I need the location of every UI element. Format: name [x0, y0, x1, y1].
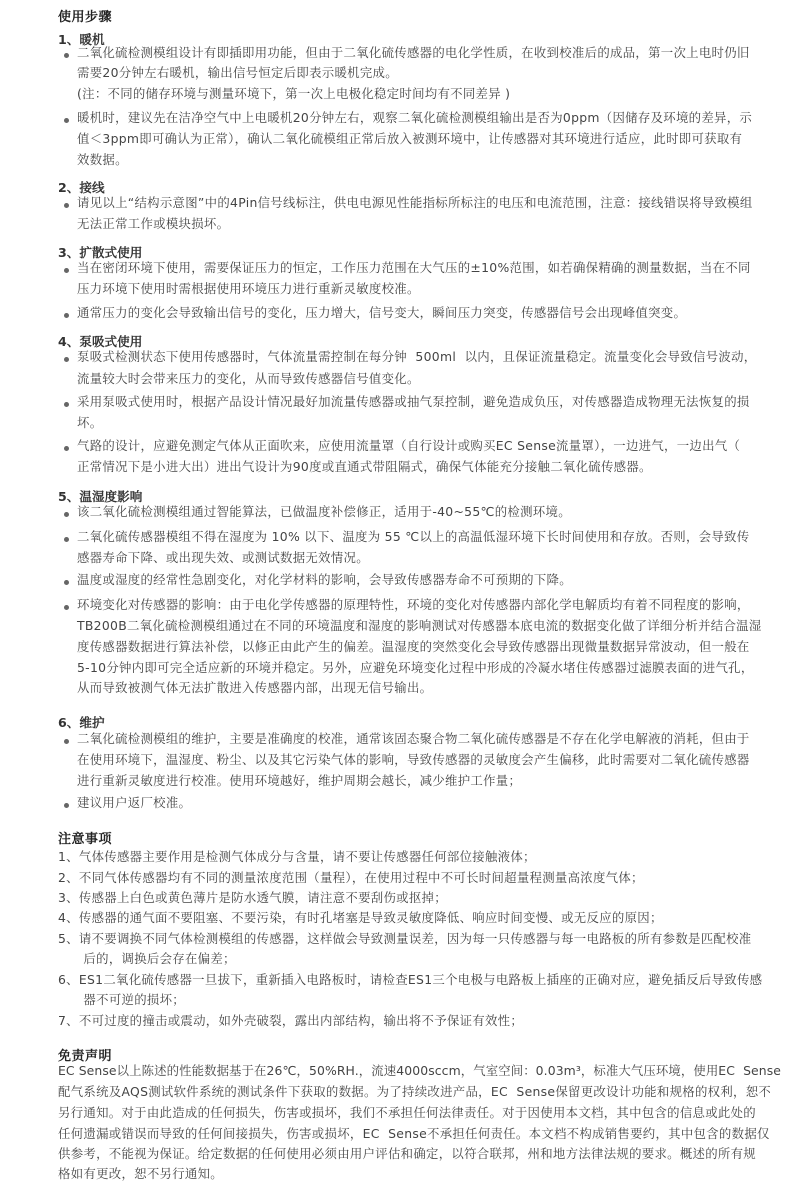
disclaimer-line: 任何遗漏或错误而导致的任何间接损失，伤害或损坏，EC Sense不承担任何责任。本文档不构成销售要约，其中包含的数据仅 — [58, 1126, 770, 1141]
text-line: 进行重新灵敏度进行校准。使用环境越好，维护周期会越长，减少维护工作量； — [77, 773, 522, 788]
note-line: 6、ES1二氧化硫传感器一旦拔下，重新插入电路板时，请检查ES1三个电极与电路板上插座的正确对应，避免插反后导致传感 — [58, 972, 763, 987]
section-heading-diffusion: 3、扩散式使用 — [58, 245, 143, 260]
text-line: TB200B二氧化硫检测模组通过在不同的环境温度和湿度的影响测试对传感器本底电流的数据变化做了详细分析并结合温湿 — [77, 618, 762, 633]
text-line: 温度或湿度的经常性急剧变化，对化学材料的影响，会导致传感器寿命不可预期的下降。 — [77, 572, 572, 587]
note-line: 4、传感器的通气面不要阻塞、不要污染，有时孔堵塞是导致灵敏度降低、响应时间变慢、或无反应的原因； — [58, 910, 663, 925]
text-line: 二氧化硫检测模组的维护，主要是准确度的校准，通常该固态聚合物二氧化硫传感器是不存在化学电解液的消耗，但由于 — [77, 731, 750, 746]
text-line: 采用泵吸式使用时，根据产品设计情况最好加流量传感器或抽气泵控制，避免造成负压，对传感器造成物理无法恢复的损 — [77, 394, 750, 409]
note-line: 2、不同气体传感器均有不同的测量浓度范围（量程），在使用过程中不可长时间超量程测量高浓度气体； — [58, 870, 644, 885]
text-line: 从而导致被测气体无法扩散进入传感器内部，出现无信号输出。 — [77, 680, 433, 695]
bullet-dot — [64, 203, 69, 208]
bullet-dot — [64, 580, 69, 585]
text-line: 坏。 — [77, 415, 103, 430]
note-line: 器不可逆的损坏； — [58, 992, 185, 1007]
text-line: 值＜3ppm即可确认为正常），确认二氧化硫模组正常后放入被测环境中，让传感器对其环境进行适应，此时即可获取有 — [77, 131, 743, 146]
bullet-dot — [64, 402, 69, 407]
bullet-dot — [64, 268, 69, 273]
notes-title: 注意事项 — [58, 832, 113, 847]
text-line: 效数据。 — [77, 152, 128, 167]
disclaimer-line: 供参考，不能视为保证。给定数据的任何使用必须由用户评估和确定，以符合联邦，州和地方法律法规的要求。概述的所有规 — [58, 1146, 756, 1161]
text-line: 正常情况下是小进大出）进出气设计为90度或直通式带阻隔式，确保气体能充分接触二氧化硫传感器。 — [77, 459, 652, 474]
bullet-dot — [64, 512, 69, 517]
text-line: 建议用户返厂校准。 — [77, 795, 192, 810]
text-line: 在使用环境下，温湿度、粉尘、以及其它污染气体的影响，导致传感器的灵敏度会产生偏移，此时需要对二氧化硫传感器 — [77, 752, 750, 767]
text-line: 二氧化硫检测模组设计有即插即用功能，但由于二氧化硫传感器的电化学性质，在收到校准后的成品，第一次上电时仍旧 — [77, 45, 750, 60]
note-line: 后的，调换后会存在偏差； — [58, 951, 236, 966]
section-heading-temperature: 5、温湿度影响 — [58, 489, 143, 504]
text-line: 度传感器数据进行算法补偿，以修正由此产生的偏差。温湿度的突然变化会导致传感器出现微量数据异常波动，但一般在 — [77, 639, 750, 654]
bullet-dot — [64, 739, 69, 744]
text-line: 该二氧化硫检测模组通过智能算法，已做温度补偿修正，适用于-40~55℃的检测环境。 — [77, 504, 571, 519]
text-line: 请见以上“结构示意图”中的4Pin信号线标注，供电电源见性能指标所标注的电压和电流范围，注意：接线错误将导致模组 — [77, 195, 753, 210]
section-heading-wiring: 2、接线 — [58, 180, 105, 195]
text-line: 流量较大时会带来压力的变化，从而导致传感器信号值变化。 — [77, 371, 420, 386]
text-line: 泵吸式检测状态下使用传感器时，气体流量需控制在每分钟 500ml 以内，且保证流量稳定。流量变化会导致信号波动， — [77, 349, 757, 364]
disclaimer-line: EC Sense以上陈述的性能数据基于在26℃，50%RH.，流速4000sccm，气室空间：0.03m³，标准大气压环境，使用EC Sense — [58, 1063, 781, 1078]
bullet-dot — [64, 53, 69, 58]
bullet-dot — [64, 446, 69, 451]
bullet-dot — [64, 357, 69, 362]
bullet-dot — [64, 803, 69, 808]
text-line: 无法正常工作或模块损坏。 — [77, 216, 230, 231]
text-line: 气路的设计，应避免测定气体从正面吹来，应使用流量罩（自行设计或购买EC Sense流量罩），一边进气，一边出气（ — [77, 438, 741, 453]
section-heading-warmup: 1、暖机 — [58, 32, 105, 47]
text-line: 二氧化硫传感器模组不得在湿度为 10% 以下、温度为 55 ℃以上的高温低湿环境下长时间使用和存放。否则，会导致传 — [77, 529, 750, 544]
bullet-dot — [64, 313, 69, 318]
text-line: 感器寿命下降、或出现失效、或测试数据无效情况。 — [77, 550, 369, 565]
section-heading-pump: 4、泵吸式使用 — [58, 334, 143, 349]
text-line: 5-10分钟内即可完全适应新的环境并稳定。另外，应避免环境变化过程中形成的冷凝水堵住传感器过滤膜表面的进气孔， — [77, 660, 754, 675]
disclaimer-title: 免责声明 — [58, 1049, 113, 1064]
usage-title: 使用步骤 — [58, 10, 113, 25]
disclaimer-line: 另行通知。对于由此造成的任何损失，伤害或损坏，我们不承担任何法律责任。对于因使用本文档，其中包含的信息或此处的 — [58, 1105, 756, 1120]
section-heading-maintenance: 6、维护 — [58, 715, 105, 730]
bullet-dot — [64, 537, 69, 542]
text-line: 环境变化对传感器的影响：由于电化学传感器的原理特性，环境的变化对传感器内部化学电解质均有着不同程度的影响， — [77, 597, 750, 612]
text-line: 通常压力的变化会导致输出信号的变化，压力增大，信号变大，瞬间压力突变，传感器信号会出现峰值突变。 — [77, 305, 687, 320]
disclaimer-line: 格如有更改，恕不另行通知。 — [58, 1166, 223, 1181]
text-line: 压力环境下使用时需根据使用环境压力进行重新灵敏度校准。 — [77, 281, 420, 296]
note-line: 5、请不要调换不同气体检测模组的传感器，这样做会导致测量误差，因为每一只传感器与每一电路板的所有参数是匹配校准 — [58, 931, 752, 946]
text-line: 暖机时，建议先在洁净空气中上电暖机20分钟左右，观察二氧化硫检测模组输出是否为0ppm（因储存及环境的差异，示 — [77, 110, 753, 125]
text-line: 需要20分钟左右暖机，输出信号恒定后即表示暖机完成。 — [77, 65, 398, 80]
note-line: 7、不可过度的撞击或震动，如外壳破裂，露出内部结构，输出将不予保证有效性； — [58, 1013, 524, 1028]
text-line: (注：不同的储存环境与测量环境下，第一次上电极化稳定时间均有不同差异 ) — [77, 86, 511, 101]
bullet-dot — [64, 605, 69, 610]
note-line: 1、气体传感器主要作用是检测气体成分与含量，请不要让传感器任何部位接触液体； — [58, 849, 536, 864]
disclaimer-line: 配气系统及AQS测试软件系统的测试条件下获取的数据。为了持续改进产品，EC Sense保留更改设计功能和规格的权利，恕不 — [58, 1084, 772, 1099]
text-line: 当在密闭环境下使用，需要保证压力的恒定，工作压力范围在大气压的±10%范围，如若确保精确的测量数据，当在不同 — [77, 260, 751, 275]
note-line: 3、传感器上白色或黄色薄片是防水透气膜，请注意不要刮伤或抠掉； — [58, 890, 447, 905]
bullet-dot — [64, 118, 69, 123]
